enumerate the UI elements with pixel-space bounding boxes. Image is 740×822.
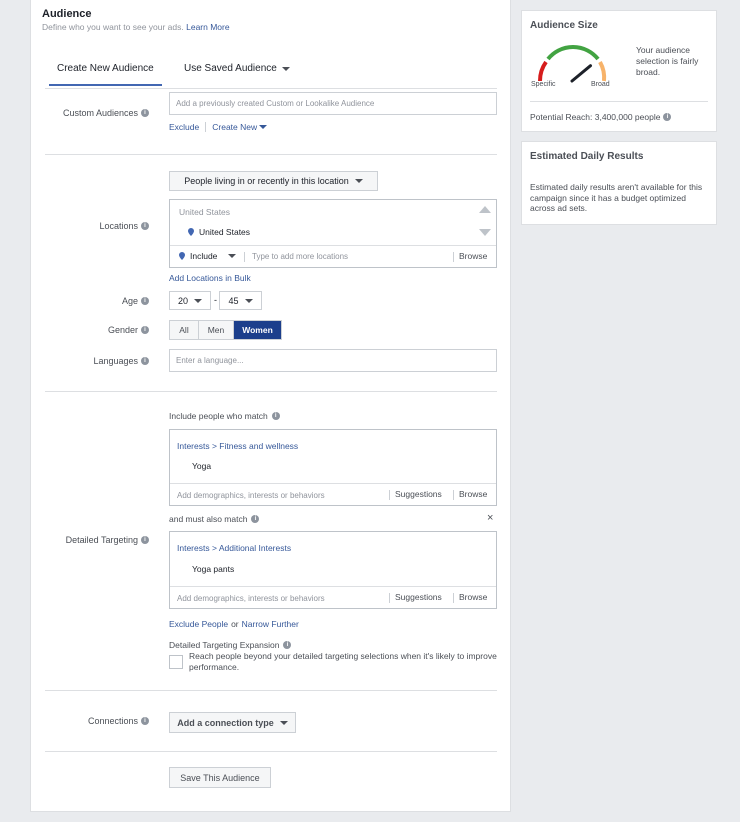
daily-results-title: Estimated Daily Results [530, 151, 644, 162]
section-divider [45, 154, 497, 155]
connections-label [88, 716, 149, 726]
info-icon[interactable]: i [141, 536, 149, 544]
selected-location [188, 227, 250, 237]
expansion-description: Reach people beyond your detailed targeting selections when it's likely to improve performance. [189, 651, 497, 672]
divider [170, 483, 496, 484]
tab-create-new-label: Create New Audience [57, 63, 154, 74]
section-title: Audience [42, 8, 92, 20]
location-pin-icon [188, 228, 194, 236]
tab-use-saved-audience[interactable] [184, 63, 290, 74]
custom-audiences-label [63, 108, 149, 118]
detailed-targeting-label [66, 535, 149, 545]
also-match-heading [169, 514, 259, 524]
chevron-down-icon [282, 67, 290, 71]
also-match-text: and must also match [169, 514, 248, 524]
location-type-label: People living in or recently in this location [184, 176, 349, 186]
info-icon[interactable]: i [141, 357, 149, 365]
gauge-needle [572, 66, 591, 81]
targeting-item-yoga-pants[interactable]: Yoga pants [192, 564, 235, 574]
connection-type-label: Add a connection type [177, 717, 274, 728]
save-audience-button[interactable] [169, 767, 271, 788]
age-min-dropdown[interactable] [169, 291, 211, 310]
age-max-dropdown[interactable] [219, 291, 262, 310]
narrow-further-link[interactable]: Narrow Further [241, 619, 299, 629]
location-browse-button[interactable]: Browse [459, 251, 488, 261]
location-pin-icon [179, 252, 185, 260]
info-icon[interactable]: i [283, 641, 291, 649]
divider [170, 245, 496, 246]
languages-label-text: Languages [93, 356, 138, 366]
audience-size-description: Your audience selection is fairly broad. [636, 45, 699, 77]
location-type-dropdown[interactable] [169, 171, 378, 191]
custom-audiences-input[interactable] [169, 92, 497, 115]
targeting-browse-button-2[interactable]: Browse [459, 592, 488, 602]
potential-reach [530, 112, 671, 122]
expansion-heading [169, 640, 291, 650]
section-subtitle-text: Define who you want to see your ads. [42, 22, 184, 32]
divider [530, 101, 708, 102]
info-icon[interactable]: i [141, 109, 149, 117]
chevron-down-icon [259, 125, 267, 129]
targeting-path-1: Interests > Fitness and wellness [177, 441, 299, 451]
tab-use-saved-label: Use Saved Audience [184, 63, 277, 74]
section-divider [45, 391, 497, 392]
chevron-down-icon [355, 179, 363, 183]
detailed-targeting-label-text: Detailed Targeting [65, 535, 138, 545]
gauge-specific-label: Specific [531, 81, 556, 88]
divider [170, 586, 496, 587]
chevron-down-icon [228, 254, 236, 258]
add-locations-bulk-link[interactable]: Add Locations in Bulk [169, 273, 251, 283]
gender-option-women[interactable]: Women [234, 321, 281, 339]
gauge-green-segment [548, 47, 598, 59]
audience-panel [30, 0, 511, 812]
scroll-up-icon[interactable] [479, 206, 491, 213]
info-icon[interactable]: i [141, 222, 149, 230]
gender-option-men[interactable]: Men [199, 321, 234, 339]
exclude-link[interactable]: Exclude [169, 122, 200, 132]
gauge-orange-segment [600, 62, 604, 81]
audience-size-card [521, 10, 717, 132]
locations-label [99, 221, 149, 231]
info-icon[interactable]: i [251, 515, 259, 523]
divider [453, 593, 454, 603]
or-text: or [231, 619, 239, 629]
targeting-group-2 [169, 531, 497, 609]
locations-label-text: Locations [99, 221, 138, 231]
exclude-narrow-links [169, 619, 299, 629]
section-divider [45, 751, 497, 752]
divider [453, 252, 454, 262]
divider [453, 490, 454, 500]
gender-toggle [169, 320, 282, 340]
age-label-text: Age [121, 296, 138, 306]
section-subtitle [42, 22, 230, 32]
targeting-item-yoga[interactable]: Yoga [192, 461, 212, 471]
info-icon[interactable]: i [141, 326, 149, 334]
targeting-group-1 [169, 429, 497, 506]
info-icon[interactable]: i [663, 113, 671, 121]
daily-results-text: Estimated daily results aren't available for this campaign since it has a budget optimized across ad sets. [530, 182, 703, 213]
audience-size-title: Audience Size [530, 20, 598, 31]
locations-box [169, 199, 497, 268]
gauge-red-segment [540, 62, 546, 81]
divider [389, 593, 390, 603]
gauge-broad-label: Broad [591, 81, 610, 88]
age-max-value: 45 [228, 295, 239, 306]
expansion-checkbox[interactable] [169, 655, 183, 669]
selected-location-name: United States [199, 227, 251, 237]
learn-more-link[interactable]: Learn More [186, 22, 230, 32]
section-divider [45, 690, 497, 691]
chevron-down-icon [245, 299, 253, 303]
create-new-label: Create New [212, 122, 258, 132]
age-range-dash: - [214, 295, 217, 305]
targeting-path-2: Interests > Additional Interests [177, 543, 292, 553]
gender-label [108, 325, 149, 335]
languages-label [93, 356, 149, 366]
chevron-down-icon [194, 299, 202, 303]
info-icon[interactable]: i [272, 412, 280, 420]
exclude-people-link[interactable]: Exclude People [169, 619, 229, 629]
targeting-search-input-2[interactable] [171, 588, 386, 608]
targeting-search-input[interactable] [171, 485, 386, 505]
gender-option-all[interactable]: All [170, 321, 199, 339]
age-min-value: 20 [177, 295, 188, 306]
add-connection-type-dropdown[interactable] [169, 712, 296, 733]
daily-results-card [521, 141, 717, 225]
language-input[interactable] [169, 349, 497, 372]
connections-label-text: Connections [87, 716, 138, 726]
potential-reach-text: Potential Reach: 3,400,000 people [530, 112, 661, 122]
divider [205, 122, 206, 132]
info-icon[interactable]: i [141, 717, 149, 725]
age-label [122, 296, 149, 306]
gender-label-text: Gender [107, 325, 138, 335]
divider [244, 252, 245, 262]
custom-audiences-actions [169, 122, 267, 132]
include-dropdown[interactable] [179, 251, 236, 261]
info-icon[interactable]: i [141, 297, 149, 305]
include-people-heading [169, 411, 280, 421]
location-search-input[interactable] [246, 247, 446, 266]
scroll-down-icon[interactable] [479, 229, 491, 236]
chevron-down-icon [280, 721, 288, 725]
location-country-header: United States [179, 207, 231, 217]
tab-create-new-audience[interactable] [49, 58, 162, 86]
custom-audiences-label-text: Custom Audiences [62, 108, 138, 118]
expansion-title-text: Detailed Targeting Expansion [169, 640, 280, 650]
tab-divider [45, 88, 497, 89]
close-icon[interactable]: × [487, 512, 494, 524]
include-heading-text: Include people who match [169, 411, 268, 421]
suggestions-button[interactable]: Suggestions [395, 489, 442, 499]
include-label: Include [190, 251, 218, 261]
create-new-link[interactable] [212, 122, 267, 132]
save-audience-label: Save This Audience [180, 772, 260, 783]
suggestions-button-2[interactable]: Suggestions [395, 592, 442, 602]
targeting-browse-button[interactable]: Browse [459, 489, 488, 499]
divider [389, 490, 390, 500]
